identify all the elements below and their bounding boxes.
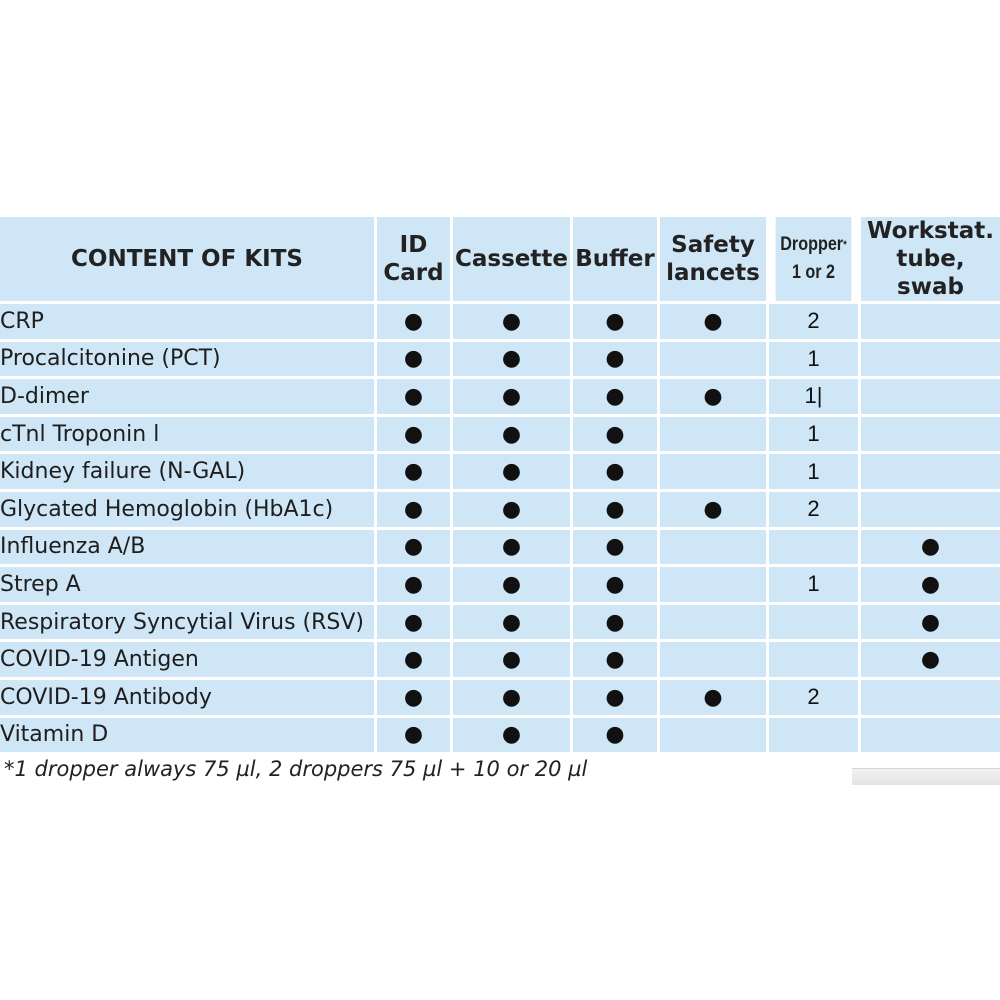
cassette-cell: ● — [453, 642, 570, 677]
table-row — [0, 642, 1000, 677]
dropper-cell: 1 — [769, 417, 858, 452]
buffer-cell: ● — [573, 454, 657, 489]
table-row — [0, 530, 1000, 565]
kit-name-cell: Kidney failure (N-GAL) — [0, 454, 374, 489]
buffer-cell: ● — [573, 605, 657, 640]
buffer-cell: ● — [573, 342, 657, 377]
header-buffer: Buffer — [573, 217, 657, 301]
kit-name-cell: Strep A — [0, 567, 374, 602]
workstat-cell — [861, 342, 1000, 377]
header-safety-lancets — [660, 217, 766, 301]
id-card-cell: ● — [377, 492, 450, 527]
workstat-cell — [861, 718, 1000, 753]
header-safety-line2: lancets — [666, 260, 760, 286]
header-workstat-line3: swab — [897, 274, 964, 300]
dropper-cell: 1 — [769, 454, 858, 489]
buffer-cell: ● — [573, 642, 657, 677]
id-card-cell: ● — [377, 567, 450, 602]
buffer-cell: ● — [573, 530, 657, 565]
header-cassette: Cassette — [453, 217, 570, 301]
kit-name-cell: COVID-19 Antigen — [0, 642, 374, 677]
workstat-cell: ● — [861, 530, 1000, 565]
header-workstat-line2: tube, — [896, 246, 965, 272]
safety-lancets-cell — [660, 605, 766, 640]
header-dropper-text: Dropper — [780, 234, 844, 255]
decorative-strip — [852, 768, 1000, 785]
safety-lancets-cell: ● — [660, 379, 766, 414]
kits-table-container — [0, 214, 1000, 752]
buffer-cell: ● — [573, 718, 657, 753]
workstat-cell: ● — [861, 642, 1000, 677]
cassette-cell: ● — [453, 530, 570, 565]
header-safety-line1: Safety — [671, 232, 755, 258]
safety-lancets-cell: ● — [660, 680, 766, 715]
dropper-cell — [769, 605, 858, 640]
kit-name-cell: Vitamin D — [0, 718, 374, 753]
table-row — [0, 567, 1000, 602]
dropper-cell: 1| — [769, 379, 858, 414]
dropper-cell: 2 — [769, 680, 858, 715]
workstat-cell — [861, 680, 1000, 715]
safety-lancets-cell: ● — [660, 492, 766, 527]
id-card-cell: ● — [377, 454, 450, 489]
table-row — [0, 304, 1000, 339]
safety-lancets-cell: ● — [660, 304, 766, 339]
safety-lancets-cell — [660, 567, 766, 602]
header-id-card — [377, 217, 450, 301]
dropper-cell: 2 — [769, 304, 858, 339]
kit-name-cell: CRP — [0, 304, 374, 339]
kit-name-cell: Influenza A/B — [0, 530, 374, 565]
header-dropper-line1 — [776, 231, 852, 259]
kit-name-cell: Respiratory Syncytial Virus (RSV) — [0, 605, 374, 640]
cassette-cell: ● — [453, 492, 570, 527]
cassette-cell: ● — [453, 605, 570, 640]
table-row — [0, 417, 1000, 452]
header-id-card-line2: Card — [383, 260, 444, 286]
id-card-cell: ● — [377, 342, 450, 377]
safety-lancets-cell — [660, 342, 766, 377]
workstat-cell — [861, 492, 1000, 527]
table-row — [0, 342, 1000, 377]
cassette-cell: ● — [453, 304, 570, 339]
cassette-cell: ● — [453, 417, 570, 452]
dropper-cell: 1 — [769, 342, 858, 377]
cassette-cell: ● — [453, 680, 570, 715]
header-row — [0, 217, 1000, 301]
table-row — [0, 605, 1000, 640]
header-workstat — [861, 217, 1000, 301]
safety-lancets-cell — [660, 454, 766, 489]
id-card-cell: ● — [377, 304, 450, 339]
id-card-cell: ● — [377, 417, 450, 452]
table-row — [0, 379, 1000, 414]
id-card-cell: ● — [377, 680, 450, 715]
kit-contents-table — [0, 214, 1000, 755]
header-content-of-kits: CONTENT OF KITS — [0, 217, 374, 301]
dropper-cell — [769, 530, 858, 565]
table-row — [0, 718, 1000, 753]
workstat-cell — [861, 304, 1000, 339]
workstat-cell: ● — [861, 567, 1000, 602]
buffer-cell: ● — [573, 417, 657, 452]
kit-name-cell: COVID-19 Antibody — [0, 680, 374, 715]
header-dropper — [776, 217, 852, 301]
workstat-cell — [861, 417, 1000, 452]
table-body — [0, 304, 1000, 752]
kit-name-cell: D-dimer — [0, 379, 374, 414]
header-dropper-line2: 1 or 2 — [791, 262, 836, 283]
cassette-cell: ● — [453, 718, 570, 753]
table-row — [0, 492, 1000, 527]
table-row — [0, 680, 1000, 715]
kit-name-cell: Procalcitonine (PCT) — [0, 342, 374, 377]
buffer-cell: ● — [573, 680, 657, 715]
buffer-cell: ● — [573, 304, 657, 339]
dropper-cell — [769, 642, 858, 677]
cassette-cell: ● — [453, 454, 570, 489]
id-card-cell: ● — [377, 530, 450, 565]
buffer-cell: ● — [573, 379, 657, 414]
table-row — [0, 454, 1000, 489]
id-card-cell: ● — [377, 605, 450, 640]
id-card-cell: ● — [377, 718, 450, 753]
header-id-card-line1: ID — [399, 232, 428, 258]
id-card-cell: ● — [377, 379, 450, 414]
workstat-cell: ● — [861, 605, 1000, 640]
cassette-cell: ● — [453, 567, 570, 602]
dropper-footnote: *1 dropper always 75 µl, 2 droppers 75 µl + 10 or 20 µl — [4, 757, 588, 781]
id-card-cell: ● — [377, 642, 450, 677]
kit-name-cell: Glycated Hemoglobin (HbA1c) — [0, 492, 374, 527]
kit-name-cell: cTnl Troponin l — [0, 417, 374, 452]
buffer-cell: ● — [573, 567, 657, 602]
buffer-cell: ● — [573, 492, 657, 527]
dropper-cell: 1 — [769, 567, 858, 602]
safety-lancets-cell — [660, 417, 766, 452]
dropper-cell: 2 — [769, 492, 858, 527]
cassette-cell: ● — [453, 342, 570, 377]
header-dropper-footnote-mark: * — [843, 239, 847, 251]
safety-lancets-cell — [660, 530, 766, 565]
safety-lancets-cell — [660, 718, 766, 753]
cassette-cell: ● — [453, 379, 570, 414]
header-workstat-line1: Workstat. — [867, 218, 994, 244]
safety-lancets-cell — [660, 642, 766, 677]
workstat-cell — [861, 454, 1000, 489]
dropper-cell — [769, 718, 858, 753]
workstat-cell — [861, 379, 1000, 414]
